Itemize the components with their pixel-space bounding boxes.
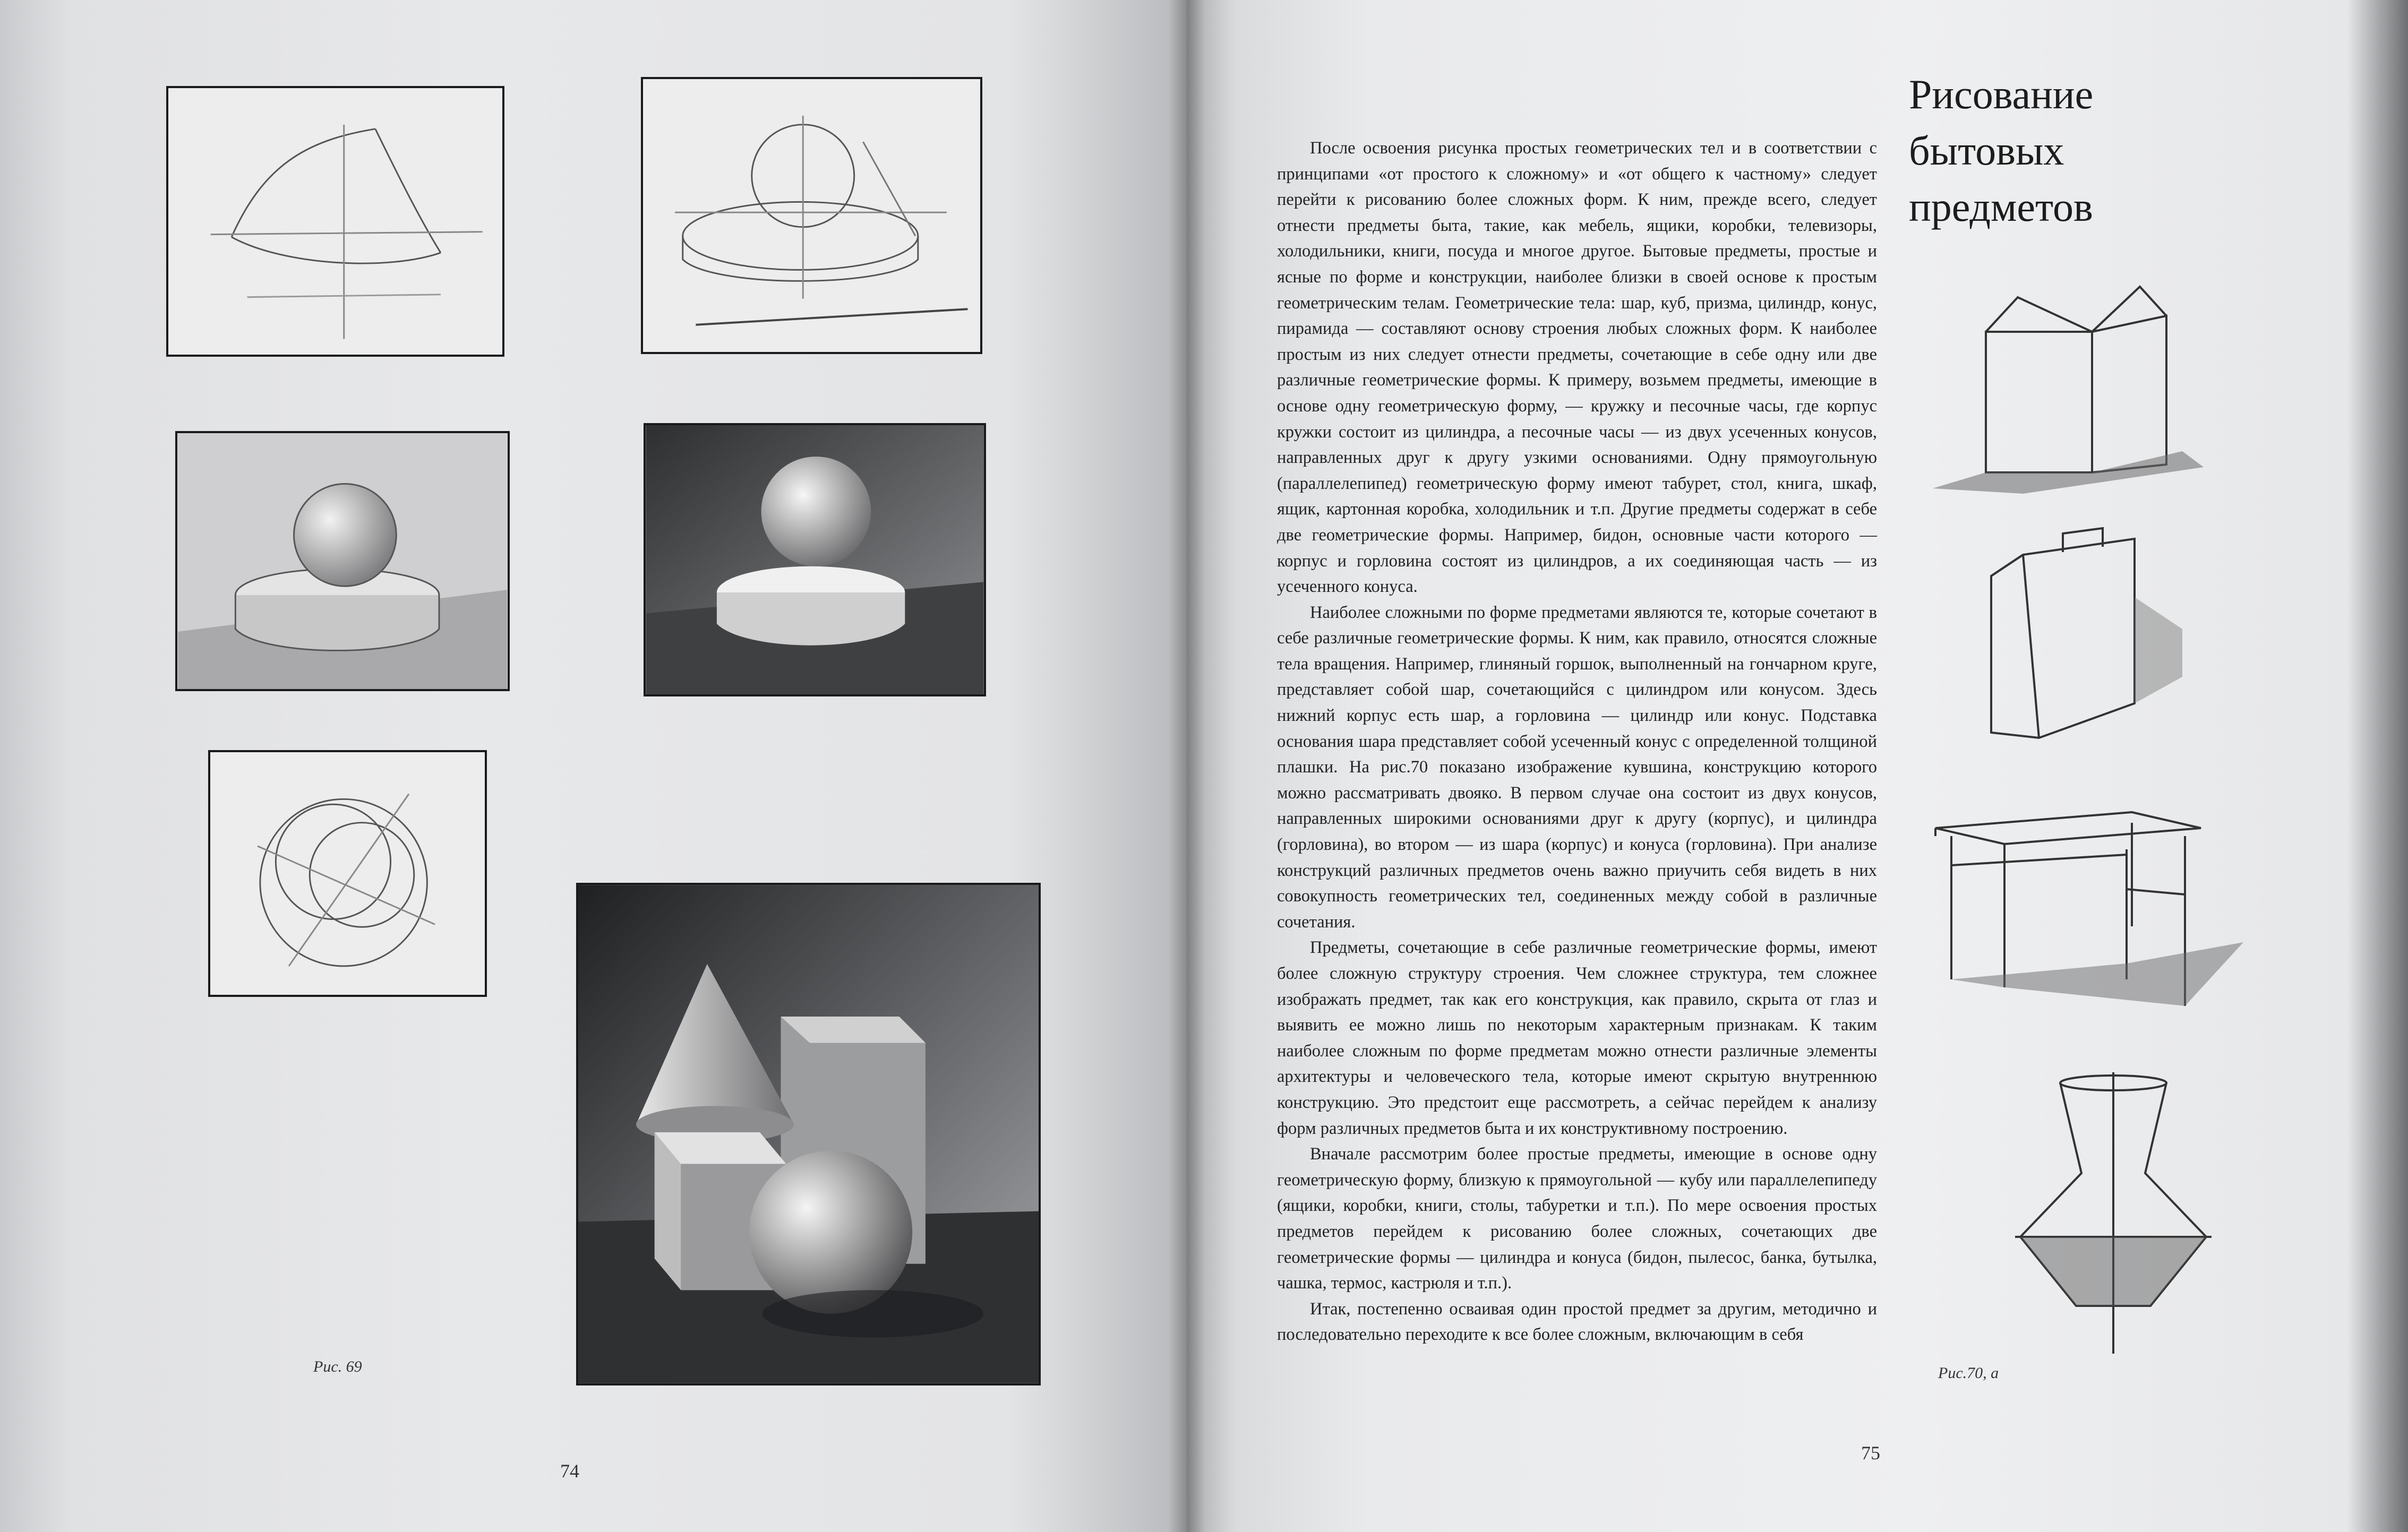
tonal-sphere-drawing — [177, 433, 508, 689]
paragraph-3: Предметы, сочетающие в себе различные геометрические формы, имеют более сложную структуру строения. Чем сложнее структура, тем сложнее изображать предмет, так как его конструкция, как правило, скрыта от глаз и выявить ее можно лишь по некоторым характерным признакам. К таким наиболее сложным по форме предметам можно отнести различные элементы архитектуры и человеческого тела, которые имеют скрытую внутреннюю конструкцию. Это предстоит еще рассмотреть, а сейчас перейдем к анализу форм различных предметов быта и их конструктивному построению. — [1277, 938, 1877, 1138]
sketch-sphere-cylinder-dark — [644, 423, 986, 696]
sketch-sphere-cylinder-tonal — [175, 431, 510, 691]
sketch-circles-construction — [208, 750, 487, 997]
illustration-vase-construction — [2012, 1067, 2214, 1364]
illustration-desk — [1925, 804, 2243, 1017]
sphere-cylinder-lines — [643, 79, 980, 352]
vase-drawing — [2012, 1067, 2214, 1364]
illustration-suitcase — [1933, 523, 2209, 746]
cone-sketch-drawing — [168, 88, 502, 355]
suitcase-drawing — [1933, 523, 2209, 746]
circles-lines — [210, 752, 485, 995]
desk-drawing — [1925, 804, 2243, 1017]
figure-caption-70a: Рис.70, а — [1938, 1364, 1999, 1382]
chapter-title — [1909, 66, 2185, 235]
sketch-sphere-cylinder-construction — [641, 77, 982, 354]
left-page — [0, 0, 1187, 1532]
paragraph-1: После освоения рисунка простых геометрических тел и в соответствии с принципами «от простого к сложному» и «от общего к частному» следует перейти к рисованию более сложных форм. К ним, прежде всего, следует отнести предметы быта, такие, как мебель, ящики, коробки, телевизоры, холодильники, книги, посуда и многое другое. Бытовые предметы, простые и ясные по форме и конструкции, наиболее близки в своей основе к простым геометрическим телам. Геометрические тела: шар, куб, призма, цилиндр, конус, пирамида — составляют основу строения любых сложных форм. К наиболее простым из них следует отнести предметы, сочетающие в себе одну или две различные геометрические формы. К примеру, возьмем предметы, имеющие в основе одну геометрическую форму, — кружку и песочные часы, где корпус кружки состоит из цилиндра, а песочные часы — из двух усеченных конусов, направленных друг к другу узкими основаниями. Одну прямоугольную (параллелепипед) геометрическую форму имеют табурет, стол, книга, шкаф, ящик, картонная коробка, холодильник и т.п. Другие предметы содержат в себе две геометрические формы. Например, бидон, основные части которого — корпус и горловина состоят из цилиндров, а их соединяющая часть — из усеченного конуса. — [1277, 139, 1877, 597]
dark-sphere-drawing — [646, 425, 984, 694]
title-line-2: бытовых — [1909, 127, 2064, 174]
book-gutter — [1168, 0, 1205, 1532]
open-box-drawing — [1917, 276, 2204, 499]
paragraph-2: Наиболее сложными по форме предметами являются те, которые сочетают в себе различные геометрические формы. К ним, как правило, относятся сложные тела вращения. Например, глиняный горшок, выполненный на гончарном круге, представляет собой шар, сочетающийся с цилиндром или конусом. Здесь нижний корпус есть шар, а горловина — цилиндр или конус. Подставка основания шара представляет собой усеченный конус с определенной толщиной плашки. На рис.70 показано изображение кувшина, конструкцию которого можно рассматривать двояко. В первом случае она состоит из двух конусов, направленных широкими основаниями друг к другу (корпус), и цилиндра (горловина), во втором — из шара (корпус) и конуса (горловина). При анализе конструкций различных предметов очень важно приучить себя видеть в них совокупность геометрических тел, соединенных между собой в различные сочетания. — [1277, 603, 1877, 932]
composition-cone-prism-cube-sphere — [576, 883, 1041, 1385]
still-life-drawing — [578, 885, 1039, 1383]
paragraph-5: Итак, постепенно осваивая один простой предмет за другим, методично и последовательно переходите к все более сложным, включающим в себя — [1277, 1299, 1877, 1345]
page-number-left: 74 — [560, 1460, 579, 1482]
title-line-1: Рисование — [1909, 71, 2094, 117]
page-number-right: 75 — [1861, 1442, 1880, 1464]
paragraph-4: Вначале рассмотрим более простые предметы, имеющие в основе одну геометрическую форму, близкую к прямоугольной — кубу или параллелепипеду (ящики, коробки, книги, столы, табуретки и т.п.). По мере освоения простых предметов перейдем к рисованию более сложных, сочетающих две геометрические формы — цилиндра и конуса (бидон, пылесос, банка, бутылка, чашка, термос, кастрюля и т.п.). — [1277, 1144, 1877, 1293]
sketch-cone-construction — [166, 86, 504, 357]
body-text — [1277, 135, 1877, 1348]
title-line-3: предметов — [1909, 184, 2093, 230]
figure-caption-69: Рис. 69 — [313, 1358, 362, 1375]
illustration-open-box — [1917, 276, 2204, 499]
